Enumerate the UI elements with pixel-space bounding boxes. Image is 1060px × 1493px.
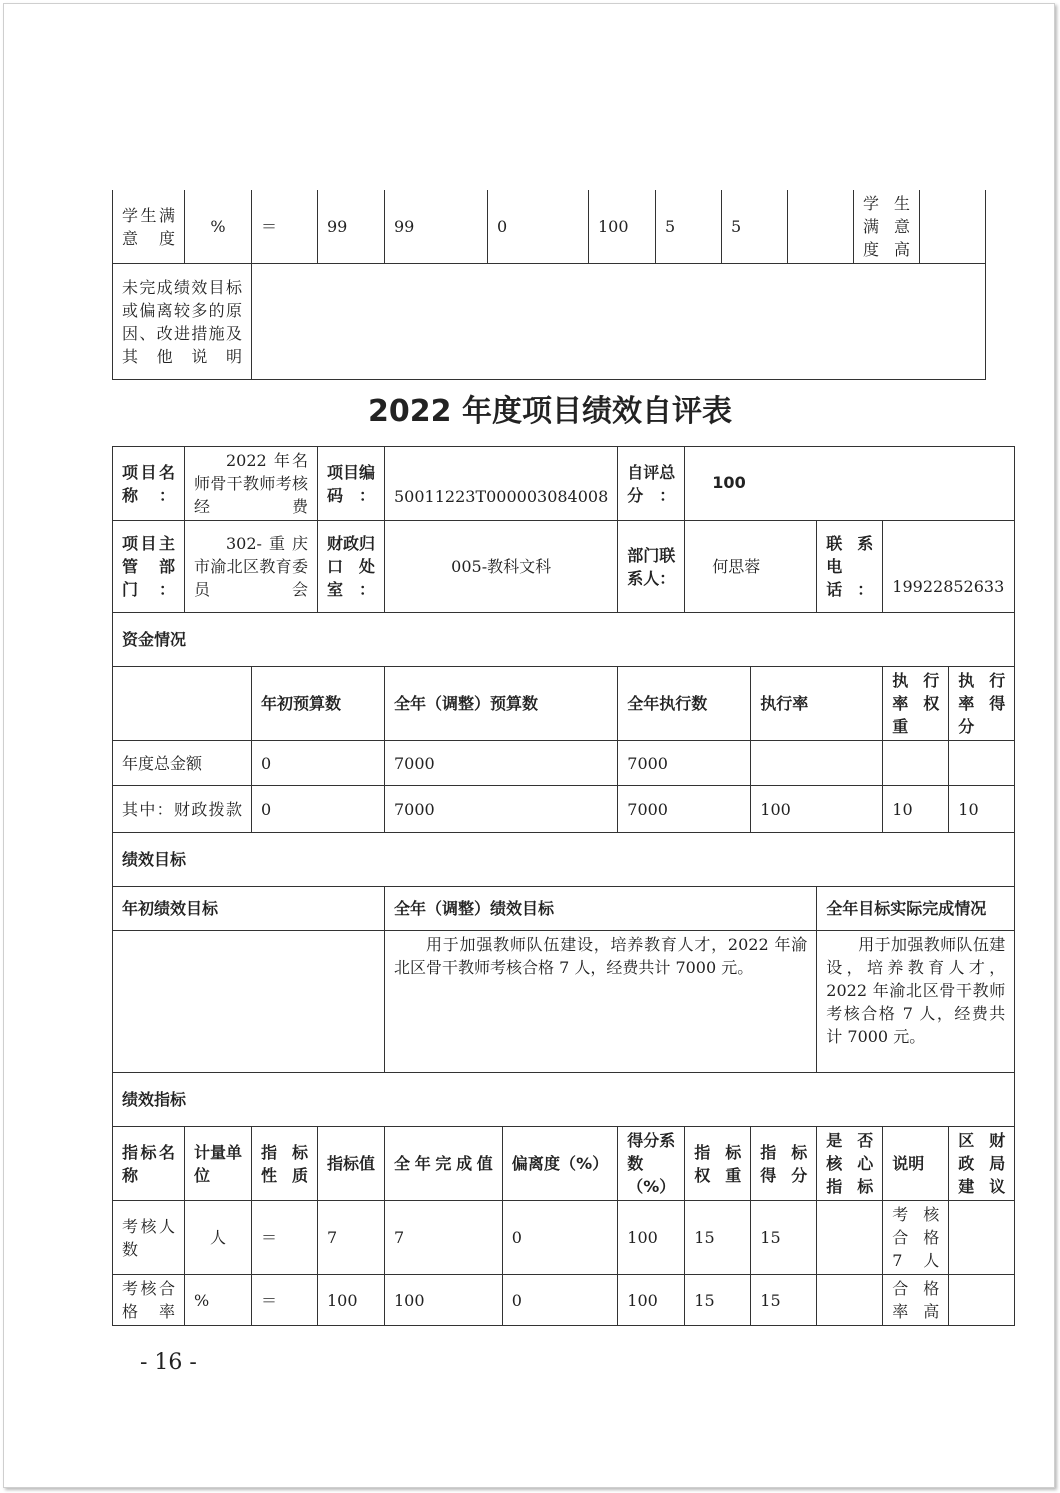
table-row: [113, 447, 1015, 521]
goals-initial: [113, 931, 385, 1073]
unfinished-value: [252, 264, 986, 380]
indicator-score: 15: [751, 1275, 817, 1326]
project-name: 2022 年名师骨干教师考核经费: [185, 447, 318, 521]
funds-header-rate: 执行率: [751, 667, 883, 741]
dept: 302-重庆市渝北区教育委员会: [185, 521, 318, 613]
ind-header-name: 指标名称: [113, 1127, 185, 1201]
self-evaluation-table: [112, 446, 1015, 1326]
indicator-actual: 7: [385, 1201, 503, 1275]
ind-header-note: 说明: [883, 1127, 949, 1201]
goals-header-actual: 全年目标实际完成情况: [817, 887, 1015, 931]
ind-header-suggest: 区财政局建议: [949, 1127, 1015, 1201]
self-score-label: 自评总分：: [618, 447, 685, 521]
indicator-core: [817, 1275, 883, 1326]
table-row: [113, 1275, 1015, 1326]
table-row: [113, 786, 1015, 833]
indicators-section-title: 绩效指标: [113, 1073, 1015, 1127]
continued-indicator-table: [112, 190, 986, 380]
table-row: [113, 1201, 1015, 1275]
indicator-weight: 15: [685, 1201, 751, 1275]
table-row: [113, 887, 1015, 931]
funds-row-initial: 0: [252, 786, 385, 833]
ind-header-score: 指标得分: [751, 1127, 817, 1201]
indicator-actual: 99: [385, 190, 488, 264]
table-row: [113, 521, 1015, 613]
funds-section-title: 资金情况: [113, 613, 1015, 667]
goals-actual: 用于加强教师队伍建设，培养教育人才，2022 年渝北区骨干教师考核合格 7 人，经费共计 7000 元。: [817, 931, 1015, 1073]
funds-header-weight: 执行率权重: [883, 667, 949, 741]
ind-header-weight: 指标权重: [685, 1127, 751, 1201]
project-code: 50011223T000003084008: [385, 447, 618, 521]
indicator-score: 5: [722, 190, 788, 264]
funds-row-initial: 0: [252, 741, 385, 786]
indicator-core: [788, 190, 854, 264]
indicator-note: 学生满意度高: [854, 190, 920, 264]
ind-header-unit: 计量单位: [185, 1127, 252, 1201]
indicator-unit: %: [185, 190, 252, 264]
indicator-unit: %: [185, 1275, 252, 1326]
indicator-deviation: 0: [488, 190, 589, 264]
funds-row-rate: [751, 741, 883, 786]
table-row: [113, 264, 986, 380]
contact: 何思蓉: [685, 521, 817, 613]
table-row: [113, 833, 1015, 887]
indicator-nature: ＝: [252, 1201, 318, 1275]
indicator-coef: 100: [618, 1201, 685, 1275]
table-row: [113, 613, 1015, 667]
page-number: - 16 -: [140, 1350, 197, 1375]
indicator-note: 合格率高: [883, 1275, 949, 1326]
ind-header-target: 指标值: [318, 1127, 385, 1201]
ind-header-nature: 指标性质: [252, 1127, 318, 1201]
funds-row-adjusted: 7000: [385, 786, 618, 833]
table-row: [113, 1073, 1015, 1127]
table-row: [113, 190, 986, 264]
funds-row-label: 年度总金额: [113, 741, 252, 786]
funds-header-adjusted: 全年（调整）预算数: [385, 667, 618, 741]
indicator-target: 100: [318, 1275, 385, 1326]
indicator-suggest: [949, 1201, 1015, 1275]
funds-row-score: [949, 741, 1015, 786]
goals-header-adjusted: 全年（调整）绩效目标: [385, 887, 817, 931]
indicator-coef: 100: [618, 1275, 685, 1326]
goals-adjusted: 用于加强教师队伍建设，培养教育人才，2022 年渝北区骨干教师考核合格 7 人，经费共计 7000 元。: [385, 931, 817, 1073]
funds-header-initial: 年初预算数: [252, 667, 385, 741]
funds-row-score: 10: [949, 786, 1015, 833]
indicator-suggest: [920, 190, 986, 264]
project-code-label: 项目编码：: [318, 447, 385, 521]
table-row: [113, 1127, 1015, 1201]
ind-header-deviation: 偏离度（%）: [502, 1127, 618, 1201]
indicator-deviation: 0: [502, 1275, 618, 1326]
funds-row-executed: 7000: [618, 786, 751, 833]
funds-row-weight: [883, 741, 949, 786]
indicator-name: 考核人数: [113, 1201, 185, 1275]
page-title: 2022 年度项目绩效自评表: [368, 394, 732, 429]
indicator-name: 学生满意度: [113, 190, 185, 264]
indicator-nature: ＝: [252, 1275, 318, 1326]
phone: 19922852633: [883, 521, 1015, 613]
table-row: [113, 931, 1015, 1073]
indicator-unit: 人: [185, 1201, 252, 1275]
funds-header-executed: 全年执行数: [618, 667, 751, 741]
goals-header-initial: 年初绩效目标: [113, 887, 385, 931]
indicator-suggest: [949, 1275, 1015, 1326]
self-score: 100: [685, 447, 1015, 521]
table-row: [113, 741, 1015, 786]
goals-section-title: 绩效目标: [113, 833, 1015, 887]
contact-label: 部门联系人：: [618, 521, 685, 613]
dept-label: 项目主管部门：: [113, 521, 185, 613]
indicator-actual: 100: [385, 1275, 503, 1326]
funds-header-score: 执行率得分: [949, 667, 1015, 741]
indicator-score: 15: [751, 1201, 817, 1275]
project-name-label: 项目名称：: [113, 447, 185, 521]
funds-row-weight: 10: [883, 786, 949, 833]
indicator-nature: ＝: [252, 190, 318, 264]
indicator-note: 考核合格 7 人: [883, 1201, 949, 1275]
funds-header-blank: [113, 667, 252, 741]
office-label: 财政归口处室：: [318, 521, 385, 613]
funds-row-rate: 100: [751, 786, 883, 833]
funds-row-executed: 7000: [618, 741, 751, 786]
office: 005-教科文科: [385, 521, 618, 613]
unfinished-label: 未完成绩效目标或偏离较多的原因、改进措施及其他说明: [113, 264, 252, 380]
indicator-core: [817, 1201, 883, 1275]
indicator-weight: 15: [685, 1275, 751, 1326]
indicator-coef: 100: [589, 190, 656, 264]
ind-header-coef: 得分系数（%）: [618, 1127, 685, 1201]
funds-row-label: 其中：财政拨款: [113, 786, 252, 833]
indicator-name: 考核合格率: [113, 1275, 185, 1326]
ind-header-actual: 全年完成值: [385, 1127, 503, 1201]
ind-header-core: 是否核心指标: [817, 1127, 883, 1201]
indicator-deviation: 0: [502, 1201, 618, 1275]
indicator-target: 7: [318, 1201, 385, 1275]
indicator-target: 99: [318, 190, 385, 264]
funds-row-adjusted: 7000: [385, 741, 618, 786]
phone-label: 联系电话：: [817, 521, 883, 613]
indicator-weight: 5: [656, 190, 722, 264]
table-row: [113, 667, 1015, 741]
